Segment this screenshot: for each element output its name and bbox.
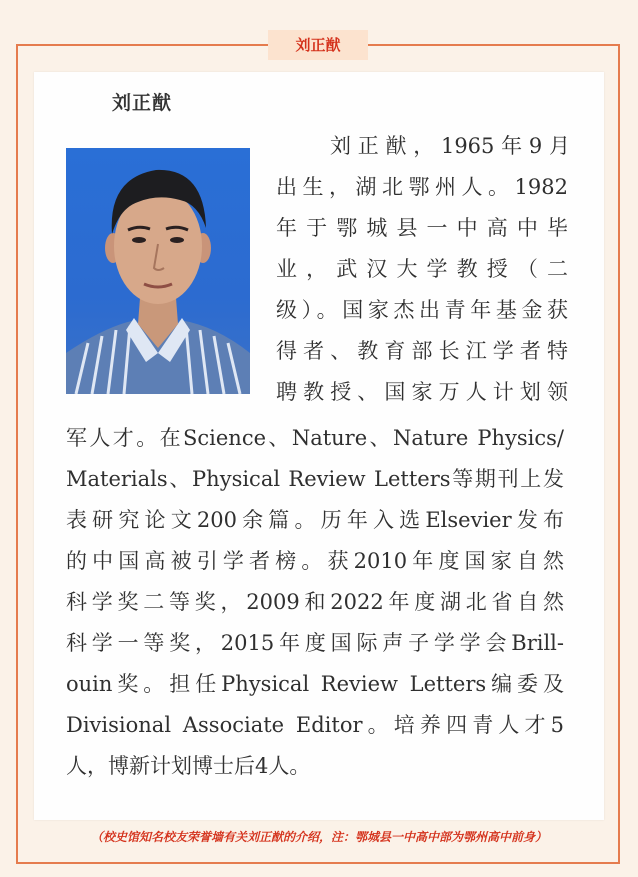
text-line: 科学奖二等奖，2009和2022年度湖北省自然 — [66, 590, 564, 614]
text-line: ouin奖。担任Physical Review Letters编委及 — [66, 672, 564, 696]
portrait-photo — [66, 148, 250, 394]
bio-paragraph-full-width — [66, 418, 564, 787]
text-line: 刘正猷，1965年9月 — [330, 134, 570, 158]
text-line: 军人才。在Science、Nature、Nature Physics/ — [66, 426, 564, 450]
text-line: 得者、教育部长江学者特 — [276, 339, 568, 363]
text-line: Materials、Physical Review Letters等期刊上发 — [66, 467, 564, 491]
intro-paragraph-beside-photo — [276, 167, 568, 413]
text-line: 表研究论文200余篇。历年入选Elsevier发布 — [66, 508, 564, 532]
intro-first-line — [330, 126, 570, 167]
frame-top-right-rule — [368, 44, 620, 46]
text-line: 级）。国家杰出青年基金获 — [276, 298, 568, 322]
portrait-illustration — [66, 148, 250, 394]
text-line: 业，武汉大学教授（二 — [276, 257, 568, 281]
footer-caption: （校史馆知名校友荣誉墙有关刘正猷的介绍，注：鄂城县一中高中部为鄂州高中前身） — [90, 830, 547, 844]
text-line: Divisional Associate Editor。培养四青人才5 — [66, 713, 564, 737]
text-line: 年于鄂城县一中高中毕 — [276, 216, 568, 240]
title-tab: 刘正猷 — [268, 30, 368, 60]
text-line: 出生，湖北鄂州人。1982 — [276, 175, 568, 199]
text-line: 聘教授、国家万人计划领 — [276, 380, 568, 404]
text-line: 科学一等奖，2015年度国际声子学学会Brill- — [66, 631, 564, 655]
text-line: 的中国高被引学者榜。获2010年度国家自然 — [66, 549, 564, 573]
text-line: 人，博新计划博士后4人。 — [66, 754, 311, 778]
name-heading: 刘正猷 — [112, 92, 173, 114]
frame-top-left-rule — [16, 44, 268, 46]
